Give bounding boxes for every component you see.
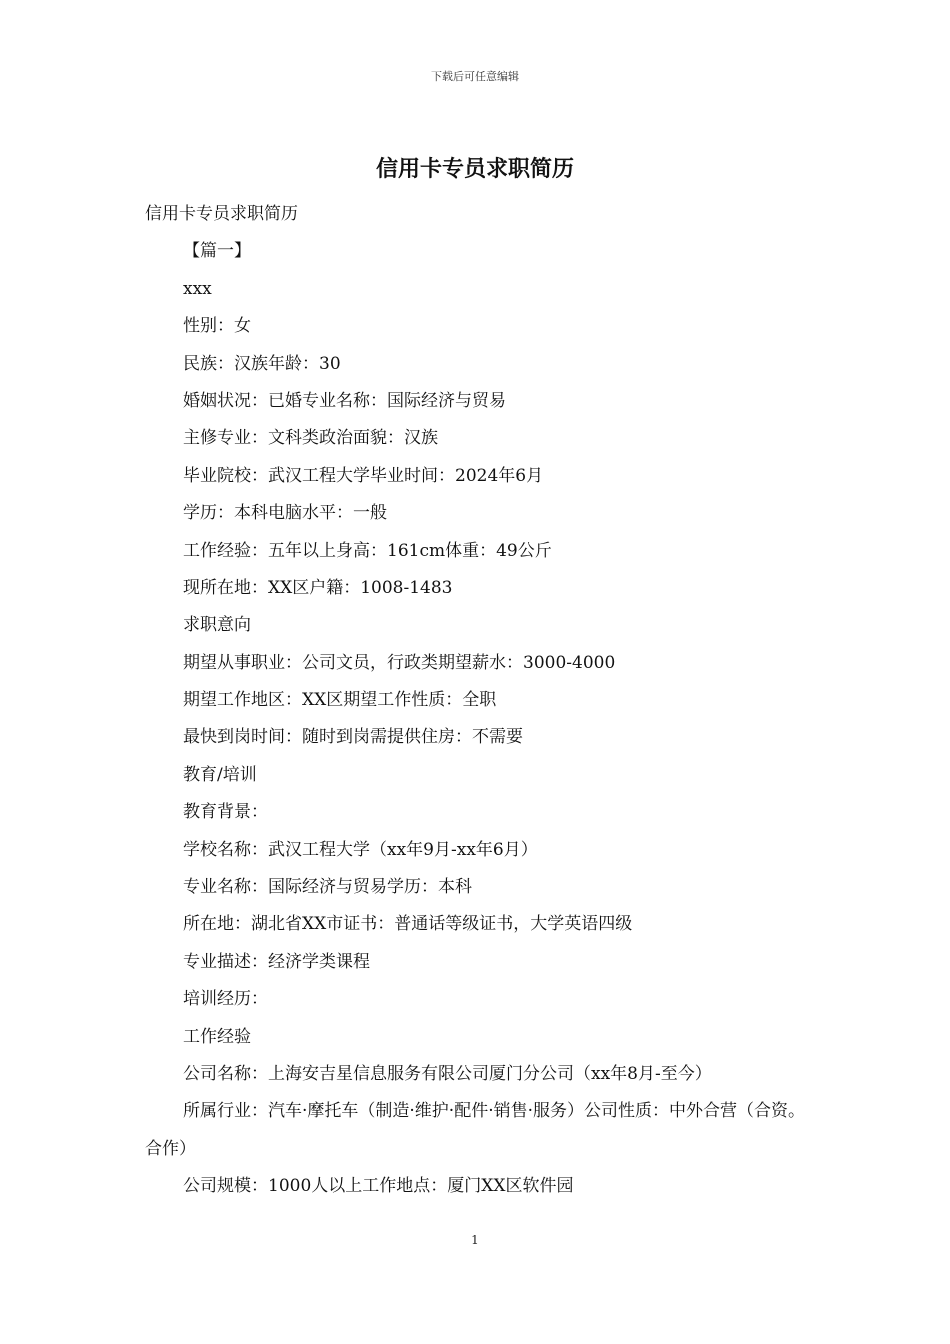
text-line: 公司规模：1000人以上工作地点：厦门XX区软件园 bbox=[183, 1176, 574, 1197]
text-line: 公司名称：上海安吉星信息服务有限公司厦门分公司（xx年8月-至今） bbox=[183, 1063, 712, 1084]
document-body bbox=[145, 196, 813, 1206]
page-number: 1 bbox=[471, 1233, 479, 1247]
page-header: 下载后可任意编辑 bbox=[431, 70, 519, 83]
text-line: 所在地：湖北省XX市证书：普通话等级证书，大学英语四级 bbox=[183, 914, 633, 935]
section-heading: 工作经验 bbox=[183, 1026, 251, 1047]
text-line: 专业名称：国际经济与贸易学历：本科 bbox=[183, 877, 472, 898]
text-line: xxx bbox=[183, 278, 212, 299]
document-title: 信用卡专员求职简历 bbox=[375, 156, 574, 182]
section-heading: 教育/培训 bbox=[183, 764, 257, 785]
text-line: 【篇一】 bbox=[183, 241, 251, 262]
text-line: 毕业院校：武汉工程大学毕业时间：2024年6月 bbox=[183, 465, 544, 486]
text-line: 主修专业：文科类政治面貌：汉族 bbox=[183, 428, 438, 449]
text-line: 期望从事职业：公司文员，行政类期望薪水：3000-4000 bbox=[183, 652, 616, 673]
text-line: 工作经验：五年以上身高：161cm体重：49公斤 bbox=[183, 540, 552, 561]
industry-paragraph: 所属行业：汽车·摩托车（制造·维护·配件·销售·服务）公司性质：中外合营（合资。合作） bbox=[145, 1101, 806, 1159]
text-line: 专业描述：经济学类课程 bbox=[183, 951, 370, 972]
text-line: 学校名称：武汉工程大学（xx年9月-xx年6月） bbox=[183, 839, 538, 860]
text-line: 婚姻状况：已婚专业名称：国际经济与贸易 bbox=[183, 390, 506, 411]
text-line: 民族：汉族年龄：30 bbox=[183, 353, 341, 374]
text-line: 最快到岗时间：随时到岗需提供住房：不需要 bbox=[183, 727, 523, 748]
text-line: 性别：女 bbox=[183, 316, 251, 337]
text-line: 培训经历： bbox=[183, 989, 268, 1010]
text-line: 学历：本科电脑水平：一般 bbox=[183, 503, 387, 524]
text-line: 现所在地：XX区户籍：1008-1483 bbox=[183, 577, 453, 598]
section-heading: 求职意向 bbox=[183, 615, 251, 636]
text-line: 教育背景： bbox=[183, 802, 268, 823]
document-subtitle: 信用卡专员求职简历 bbox=[145, 204, 298, 224]
text-line: 期望工作地区：XX区期望工作性质：全职 bbox=[183, 690, 497, 711]
